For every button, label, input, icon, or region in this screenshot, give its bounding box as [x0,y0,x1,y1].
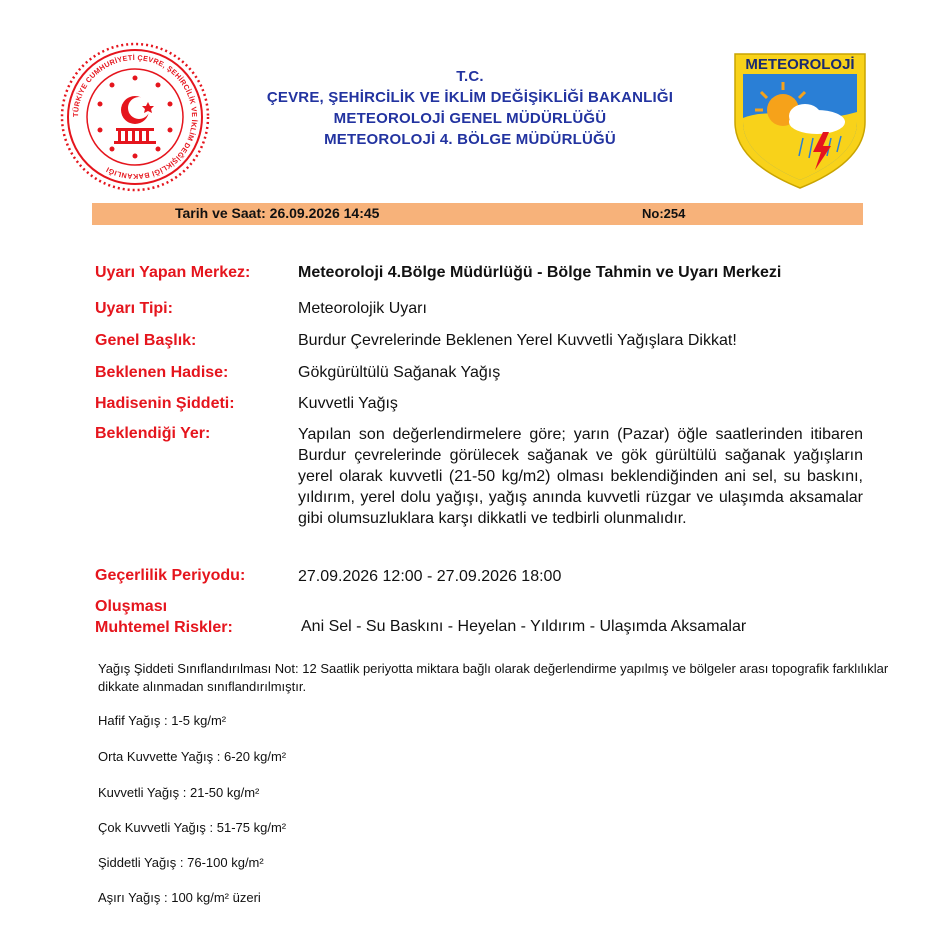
label-yer: Beklendiği Yer: [95,425,211,442]
svg-text:METEOROLOJİ: METEOROLOJİ [745,56,855,73]
value-riskler: Ani Sel - Su Baskını - Heyelan - Yıldırım - Ulaşımda Aksamalar [301,618,747,635]
value-yer: Yapılan son değerlendirmelere göre; yarın (Pazar) öğle saatlerinden itibaren Burdur çevrelerinde görülecek sağanak ve gök gürültülü sağanak yağışların yerel olarak kuvvetli (21-50 kg/m2) olması beklendiğinden ani sel, su baskını, yıldırım, yerel dolu yağışı, yağış anında kuvvetli rüzgar ve ulaşımda aksamalar gibi olumsuzluklara karşı dikkatli ve tedbirli olunmalıdır. [298,426,863,527]
label-hadise: Beklenen Hadise: [95,364,229,381]
value-merkez: Meteoroloji 4.Bölge Müdürlüğü - Bölge Tahmin ve Uyarı Merkezi [298,264,782,281]
scale-item: Aşırı Yağış : 100 kg/m² üzeri [98,890,261,905]
header-line-directorate: METEOROLOJİ GENEL MÜDÜRLÜĞÜ [333,110,607,127]
value-hadise: Gökgürültülü Sağanak Yağış [298,364,501,381]
value-baslik: Burdur Çevrelerinde Beklenen Yerel Kuvvetli Yağışlara Dikkat! [298,332,737,349]
header-line-ministry: ÇEVRE, ŞEHİRCİLİK VE İKLİM DEĞİŞİKLİĞİ BAKANLIĞI [266,89,674,106]
label-tip: Uyarı Tipi: [95,300,173,317]
header-line-regional: METEOROLOJİ 4. BÖLGE MÜDÜRLÜĞÜ [324,131,616,148]
value-siddet: Kuvvetli Yağış [298,395,398,412]
ministry-seal-logo [60,42,210,192]
label-periyot: Geçerlilik Periyodu: [95,567,246,584]
scale-item: Orta Kuvvette Yağış : 6-20 kg/m² [98,749,287,764]
label-baslik: Genel Başlık: [95,332,197,349]
scale-item: Hafif Yağış : 1-5 kg/m² [98,713,227,728]
scale-item: Çok Kuvvetli Yağış : 51-75 kg/m² [98,820,287,835]
classification-note: Yağış Şiddeti Sınıflandırılması Not: 12 Saatlik periyotta miktara bağlı olarak değerlendirme yapılmış ve bölgeler arası topografik farklılıklar dikkate alınmadan sınıflandırılmıştır. [98,661,889,694]
value-periyot: 27.09.2026 12:00 - 27.09.2026 18:00 [298,568,562,585]
label-riskler-line1: Oluşması [95,598,168,615]
page-header [230,66,710,150]
meteoroloji-shield-logo [733,52,867,190]
label-riskler-line2: Muhtemel Riskler: [95,619,233,636]
label-merkez: Uyarı Yapan Merkez: [95,264,251,281]
scale-item: Kuvvetli Yağış : 21-50 kg/m² [98,785,260,800]
warning-number: No:254 [642,206,686,221]
date-time-label: Tarih ve Saat: 26.09.2026 14:45 [175,205,380,221]
svg-text:TÜRKİYE CUMHURİYETİ ÇEVRE, ŞEH: TÜRKİYE CUMHURİYETİ ÇEVRE, ŞEHİRCİLİK VE İKLİM DEĞİŞİKLİĞİ BAKANLIĞI [70,52,200,182]
header-line-tc: T.C. [456,68,484,85]
value-tip: Meteorolojik Uyarı [298,300,427,317]
scale-item: Şiddetli Yağış : 76-100 kg/m² [98,855,264,870]
label-siddet: Hadisenin Şiddeti: [95,395,235,412]
